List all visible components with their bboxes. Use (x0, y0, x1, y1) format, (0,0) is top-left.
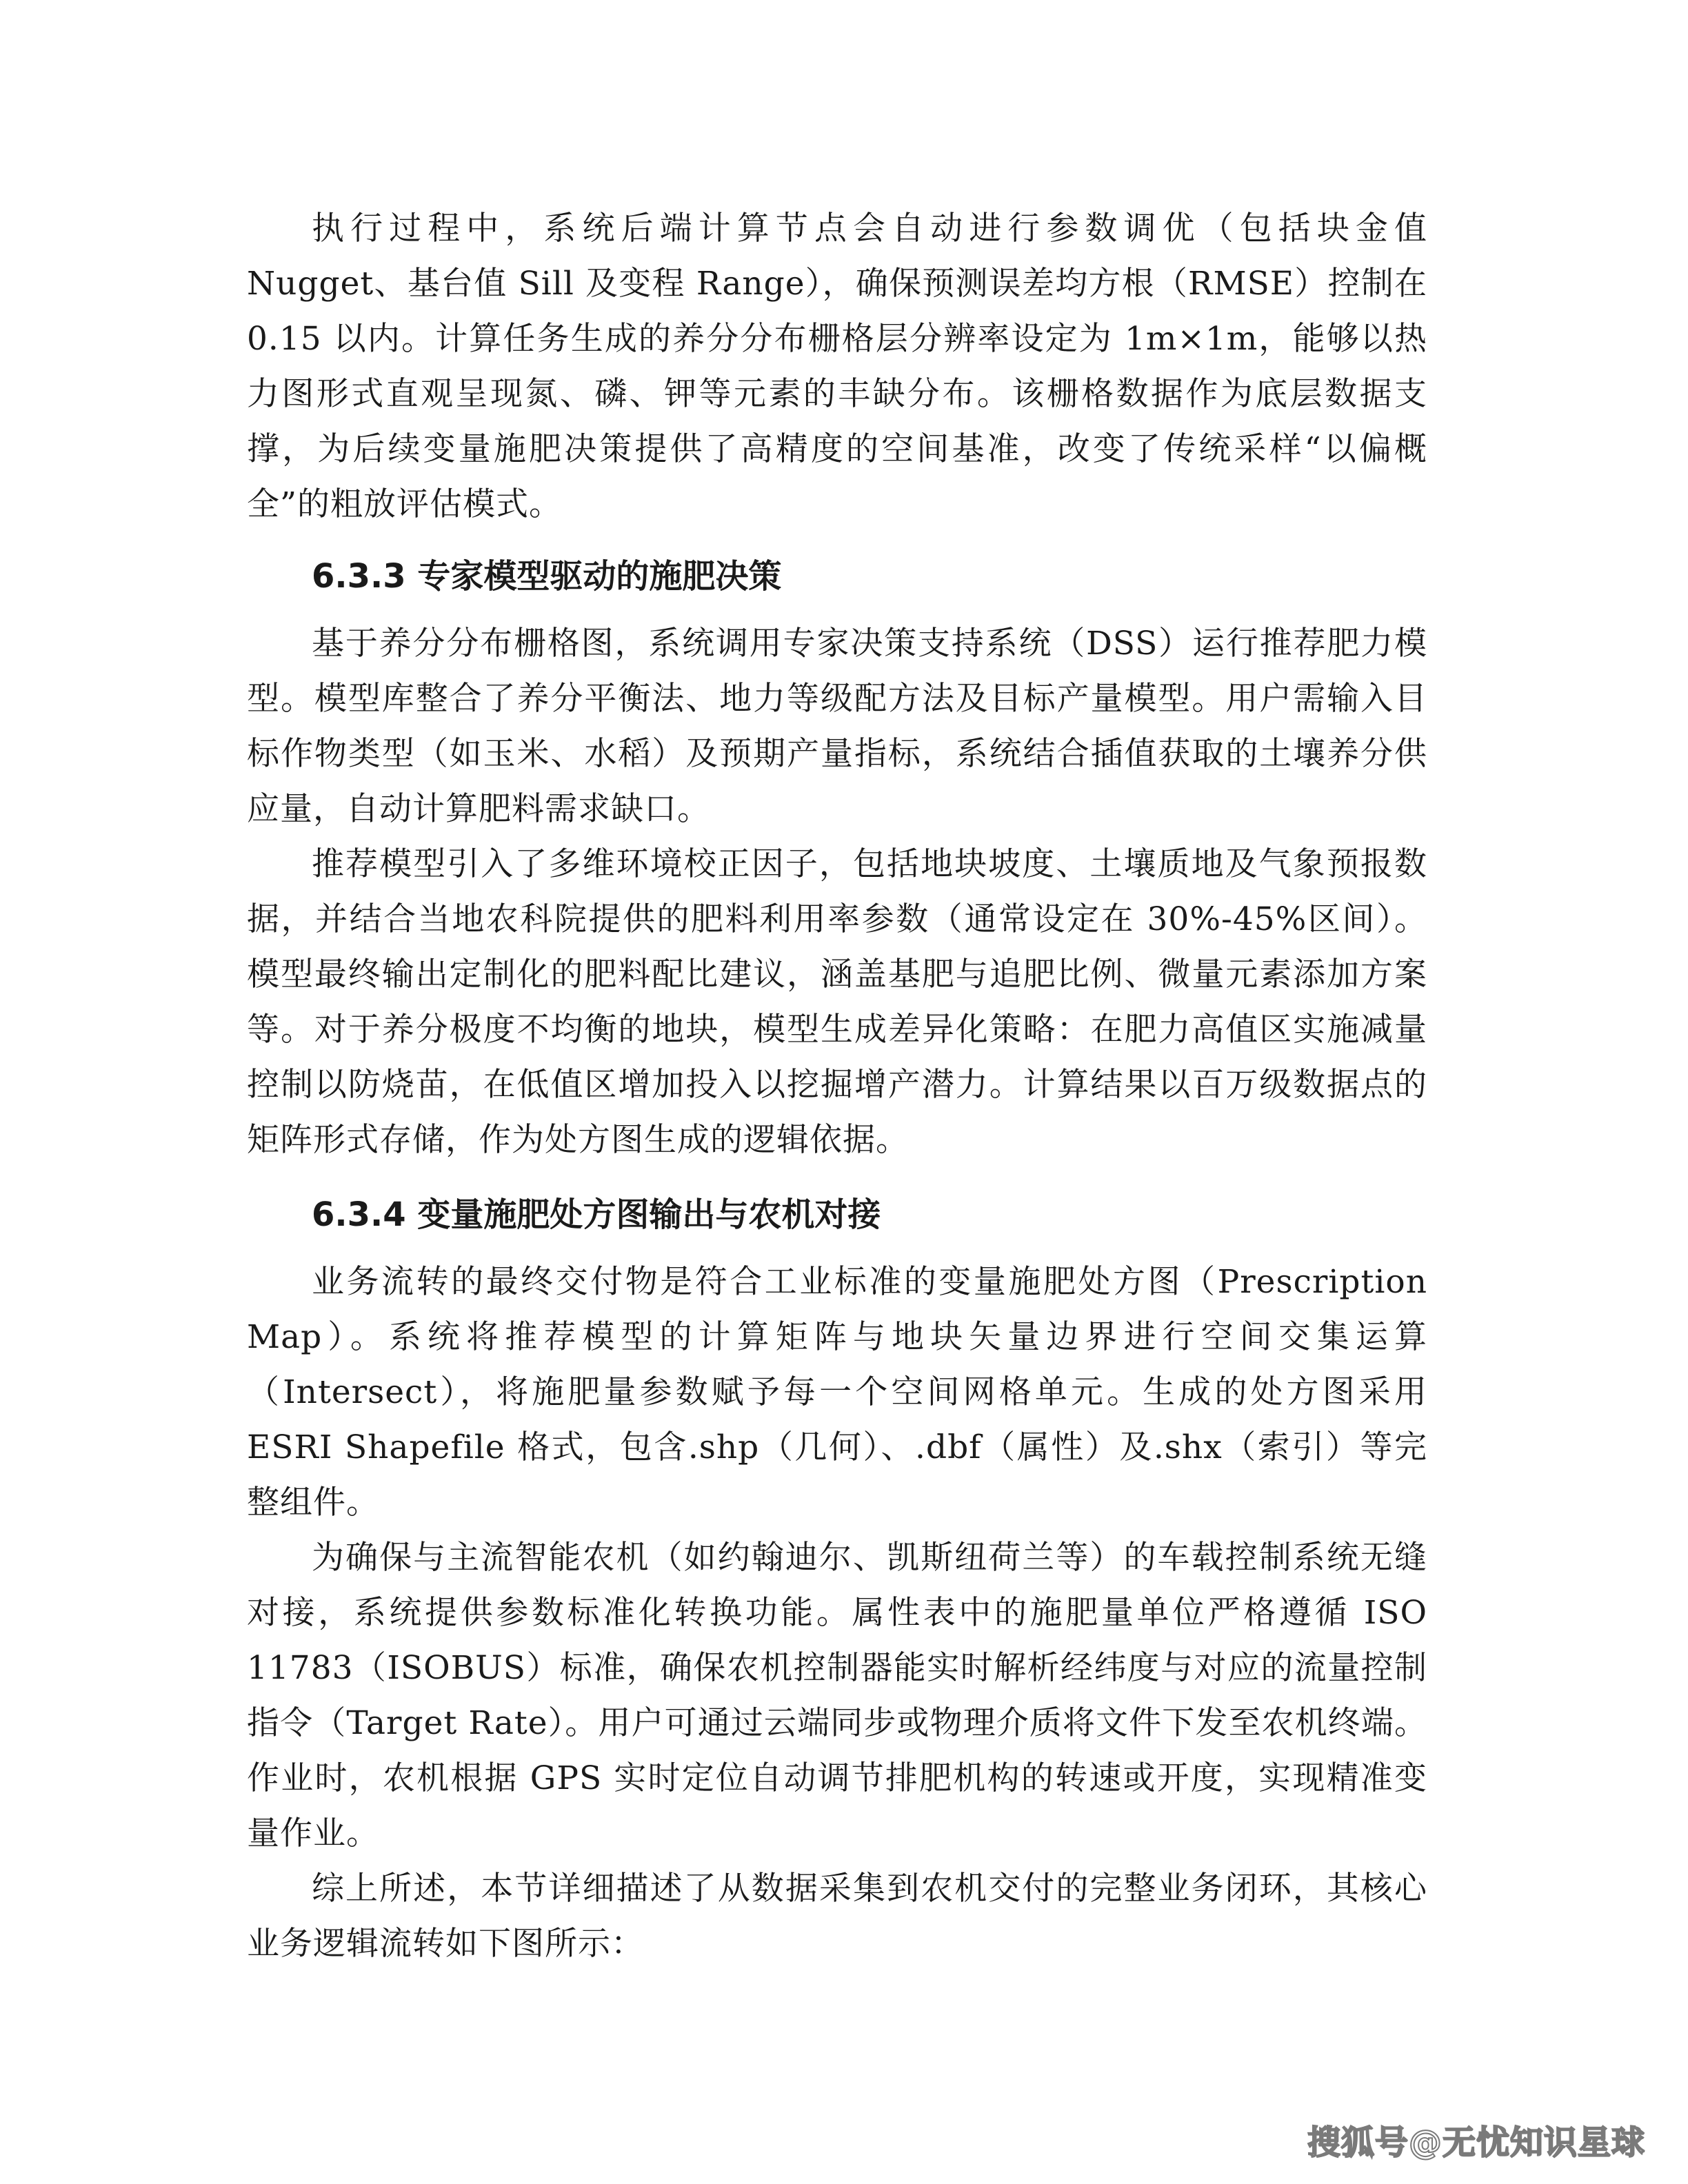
paragraph-dss: 基于养分分布栅格图，系统调用专家决策支持系统（DSS）运行推荐肥力模型。模型库整合了养分平衡法、地力等级配方法及目标产量模型。用户需输入目标作物类型（如玉米、水稻）及预期产量指标，系统结合插值获取的土壤养分供应量，自动计算肥料需求缺口。 (247, 625, 1427, 828)
paragraph-correction-factors: 推荐模型引入了多维环境校正因子，包括地块坡度、土壤质地及气象预报数据，并结合当地农科院提供的肥料利用率参数（通常设定在 30%-45%区间）。模型最终输出定制化的肥料配比建议，涵盖基肥与追肥比例、微量元素添加方案等。对于养分极度不均衡的地块，模型生成差异化策略：在肥力高值区实施减量控制以防烧苗，在低值区增加投入以挖掘增产潜力。计算结果以百万级数据点的矩阵形式存储，作为处方图生成的逻辑依据。 (247, 845, 1427, 1159)
document-body (247, 201, 1427, 1972)
paragraph-intro: 执行过程中，系统后端计算节点会自动进行参数调优（包括块金值 Nugget、基台值 Sill 及变程 Range），确保预测误差均方根（RMSE）控制在 0.15 以内。计算任务生成的养分分布栅格层分辨率设定为 1m×1m，能够以热力图形式直观呈现氮、磷、钾等元素的丰缺分布。该栅格数据作为底层数据支撑，为后续变量施肥决策提供了高精度的空间基准，改变了传统采样“以偏概全”的粗放评估模式。 (247, 210, 1427, 523)
paragraph-prescription-map: 业务流转的最终交付物是符合工业标准的变量施肥处方图（Prescription Map）。系统将推荐模型的计算矩阵与地块矢量边界进行空间交集运算（Intersect），将施肥量参数赋予每一个空间网格单元。生成的处方图采用 ESRI Shapefile 格式，包含.shp（几何）、.dbf（属性）及.shx（索引）等完整组件。 (247, 1263, 1427, 1521)
section-heading-6-3-3: 6.3.3 专家模型驱动的施肥决策 (312, 557, 782, 596)
watermark: 搜狐号@无忧知识星球 (1307, 2123, 1645, 2162)
section-heading-6-3-4: 6.3.4 变量施肥处方图输出与农机对接 (312, 1195, 881, 1234)
paragraph-isobus: 为确保与主流智能农机（如约翰迪尔、凯斯纽荷兰等）的车载控制系统无缝对接，系统提供参数标准化转换功能。属性表中的施肥量单位严格遵循 ISO 11783（ISOBUS）标准，确保农机控制器能实时解析经纬度与对应的流量控制指令（Target Rate）。用户可通过云端同步或物理介质将文件下发至农机终端。作业时，农机根据 GPS 实时定位自动调节排肥机构的转速或开度，实现精准变量作业。 (247, 1539, 1427, 1852)
paragraph-summary: 综上所述，本节详细描述了从数据采集到农机交付的完整业务闭环，其核心业务逻辑流转如下图所示： (247, 1870, 1427, 1963)
